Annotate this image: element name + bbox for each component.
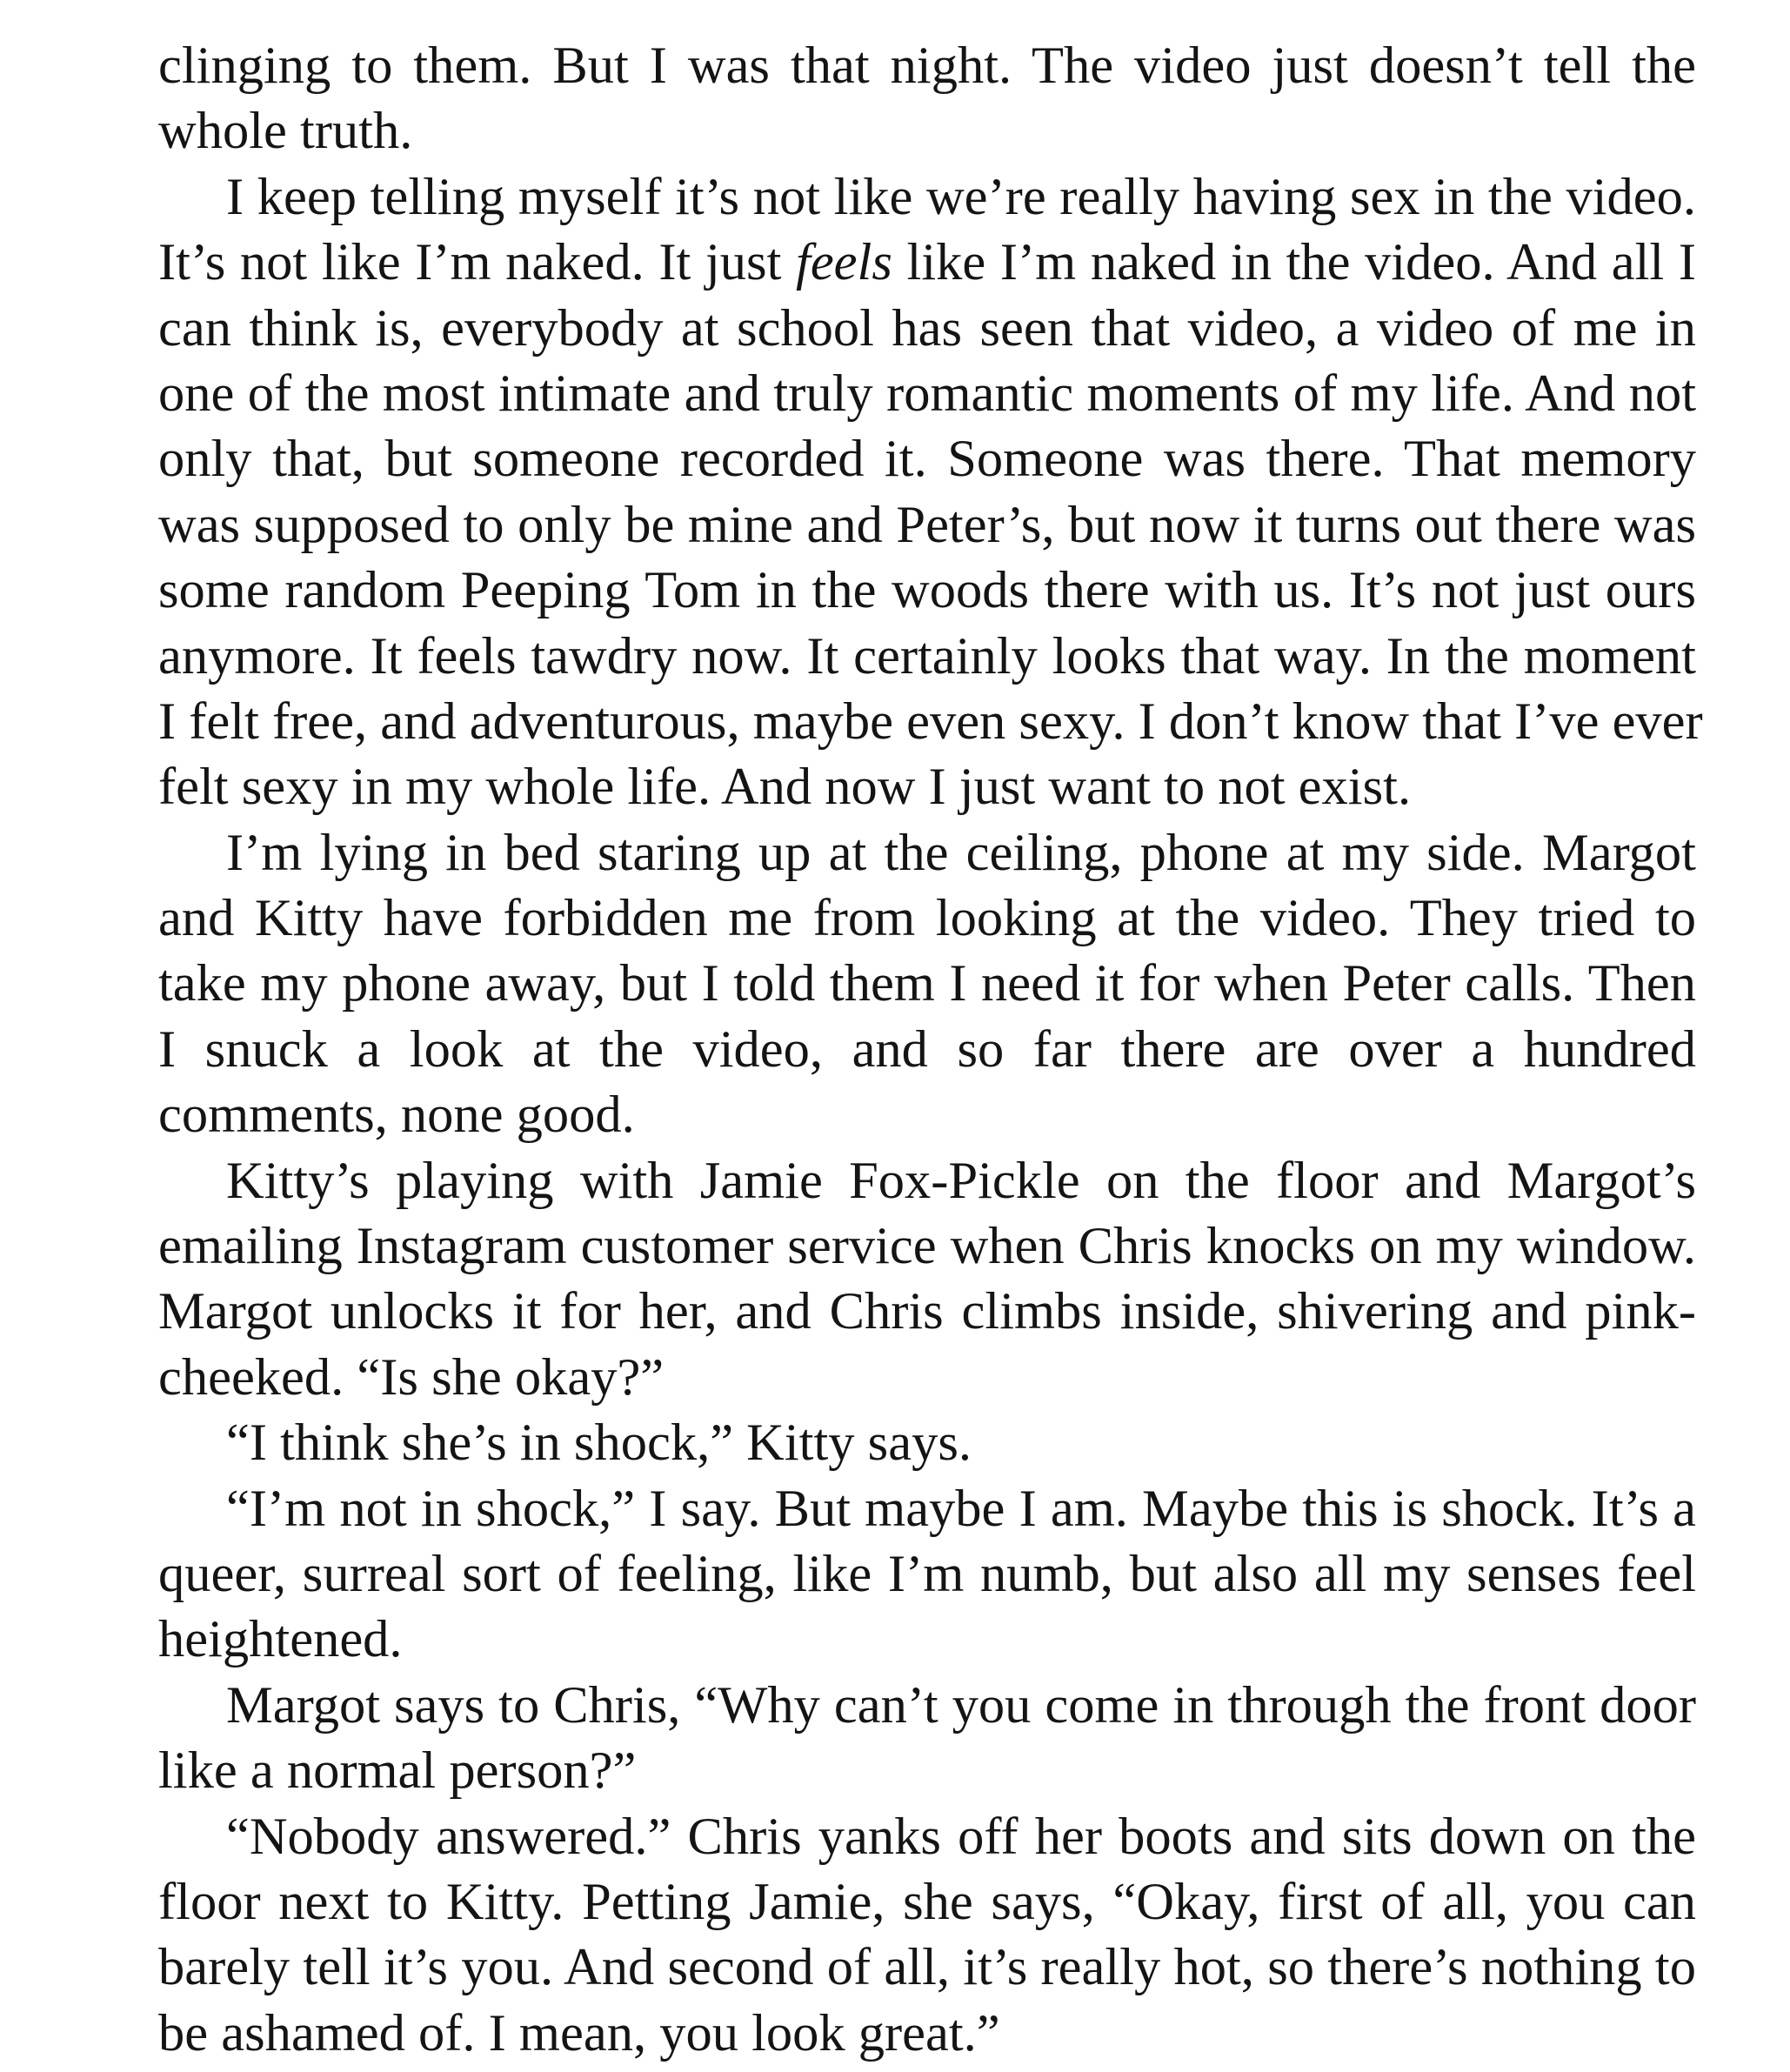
text-line [90, 1345, 1696, 1410]
text-line [90, 1738, 1696, 1803]
text-segment: I snuck a look at the video, and so far there are over a hundred [158, 1019, 1696, 1079]
text-segment: It’s not like I’m naked. It just [158, 233, 797, 292]
text-segment: felt sexy in my whole life. And now I just want to not exist. [158, 758, 1412, 817]
text-segment: “I think she’s in shock,” Kitty says. [226, 1414, 972, 1473]
text-line [90, 296, 1696, 361]
paragraph [90, 1476, 1696, 1673]
text-line [90, 951, 1696, 1016]
text-line [90, 1279, 1696, 1344]
text-line [90, 1607, 1696, 1672]
text-segment: I felt free, and adventurous, maybe even sexy. I don’t know that I’ve ever [158, 692, 1703, 751]
text-segment: floor next to Kitty. Petting Jamie, she says, “Okay, first of all, you can [158, 1872, 1696, 1931]
text-segment: whole truth. [158, 102, 413, 161]
text-line [90, 1541, 1696, 1607]
text-segment: barely tell it’s you. And second of all, it’s really hot, so there’s nothing to [158, 1938, 1696, 1997]
paragraph [90, 1673, 1696, 1804]
text-line [90, 426, 1696, 491]
text-line [90, 1017, 1696, 1082]
text-line [90, 1148, 1696, 1213]
text-segment: be ashamed of. I mean, you look great.” [158, 2003, 1000, 2062]
text-line [90, 1869, 1696, 1935]
text-line [90, 361, 1696, 426]
text-segment: clinging to them. But I was that night. The video just doesn’t tell the [158, 37, 1696, 95]
paragraph [90, 164, 1703, 820]
text-segment: and Kitty have forbidden me from looking at the video. They tried to [158, 889, 1696, 948]
text-segment: cheeked. “Is she okay?” [158, 1347, 665, 1407]
text-line [90, 820, 1696, 886]
text-segment: emailing Instagram customer service when Chris knocks on my window. [158, 1217, 1696, 1276]
text-segment: heightened. [158, 1610, 403, 1669]
paragraph [90, 1804, 1696, 2067]
paragraph [90, 33, 1696, 164]
text-line [90, 1935, 1696, 2000]
text-segment: only that, but someone recorded it. Someone was there. That memory [158, 430, 1696, 489]
text-line [90, 1804, 1696, 1869]
text-line [90, 1476, 1696, 1541]
text-segment: some random Peeping Tom in the woods there with us. It’s not just ours [158, 561, 1696, 620]
text-segment: Kitty’s playing with Jamie Fox-Pickle on the floor and Margot’s [226, 1151, 1696, 1210]
text-segment: queer, surreal sort of feeling, like I’m numb, but also all my senses feel [158, 1544, 1696, 1603]
text-segment: like I’m naked in the video. And all I [892, 233, 1697, 292]
paragraph [90, 1410, 1696, 1475]
text-segment: comments, none good. [158, 1086, 635, 1145]
text-line [90, 98, 1696, 164]
text-line [90, 886, 1696, 951]
text-segment: anymore. It feels tawdry now. It certainly looks that way. In the moment [158, 626, 1696, 685]
text-line [90, 1082, 1696, 1147]
text-line [90, 624, 1696, 689]
text-segment: take my phone away, but I told them I need it for when Peter calls. Then [158, 954, 1696, 1013]
book-page [90, 33, 1703, 2066]
text-line [90, 492, 1696, 558]
text-line [90, 2001, 1696, 2066]
paragraph [90, 820, 1696, 1148]
text-segment: Margot says to Chris, “Why can’t you come in through the front door [226, 1675, 1696, 1734]
text-line [90, 164, 1696, 230]
text-line [90, 1673, 1696, 1738]
text-segment: I’m lying in bed staring up at the ceiling, phone at my side. Margot [226, 823, 1696, 882]
paragraph [90, 1148, 1696, 1411]
text-segment: “Nobody answered.” Chris yanks off her boots and sits down on the [226, 1807, 1696, 1866]
text-line [90, 754, 1696, 819]
italic-emphasis: feels [796, 233, 892, 292]
text-segment: can think is, everybody at school has seen that video, a video of me in [158, 298, 1696, 358]
text-segment: like a normal person?” [158, 1741, 637, 1801]
text-segment: was supposed to only be mine and Peter’s, but now it turns out there was [158, 495, 1696, 554]
text-line [90, 230, 1696, 295]
text-line [90, 1410, 1696, 1475]
text-segment: one of the most intimate and truly romantic moments of my life. And not [158, 364, 1696, 423]
text-line [90, 558, 1696, 623]
text-segment: Margot unlocks it for her, and Chris climbs inside, shivering and pink- [158, 1282, 1696, 1341]
text-line [90, 1213, 1696, 1279]
text-line [90, 689, 1703, 754]
text-segment: I keep telling myself it’s not like we’re really having sex in the video. [226, 167, 1696, 226]
text-line [90, 33, 1696, 98]
text-segment: “I’m not in shock,” I say. But maybe I am. Maybe this is shock. It’s a [226, 1479, 1696, 1538]
